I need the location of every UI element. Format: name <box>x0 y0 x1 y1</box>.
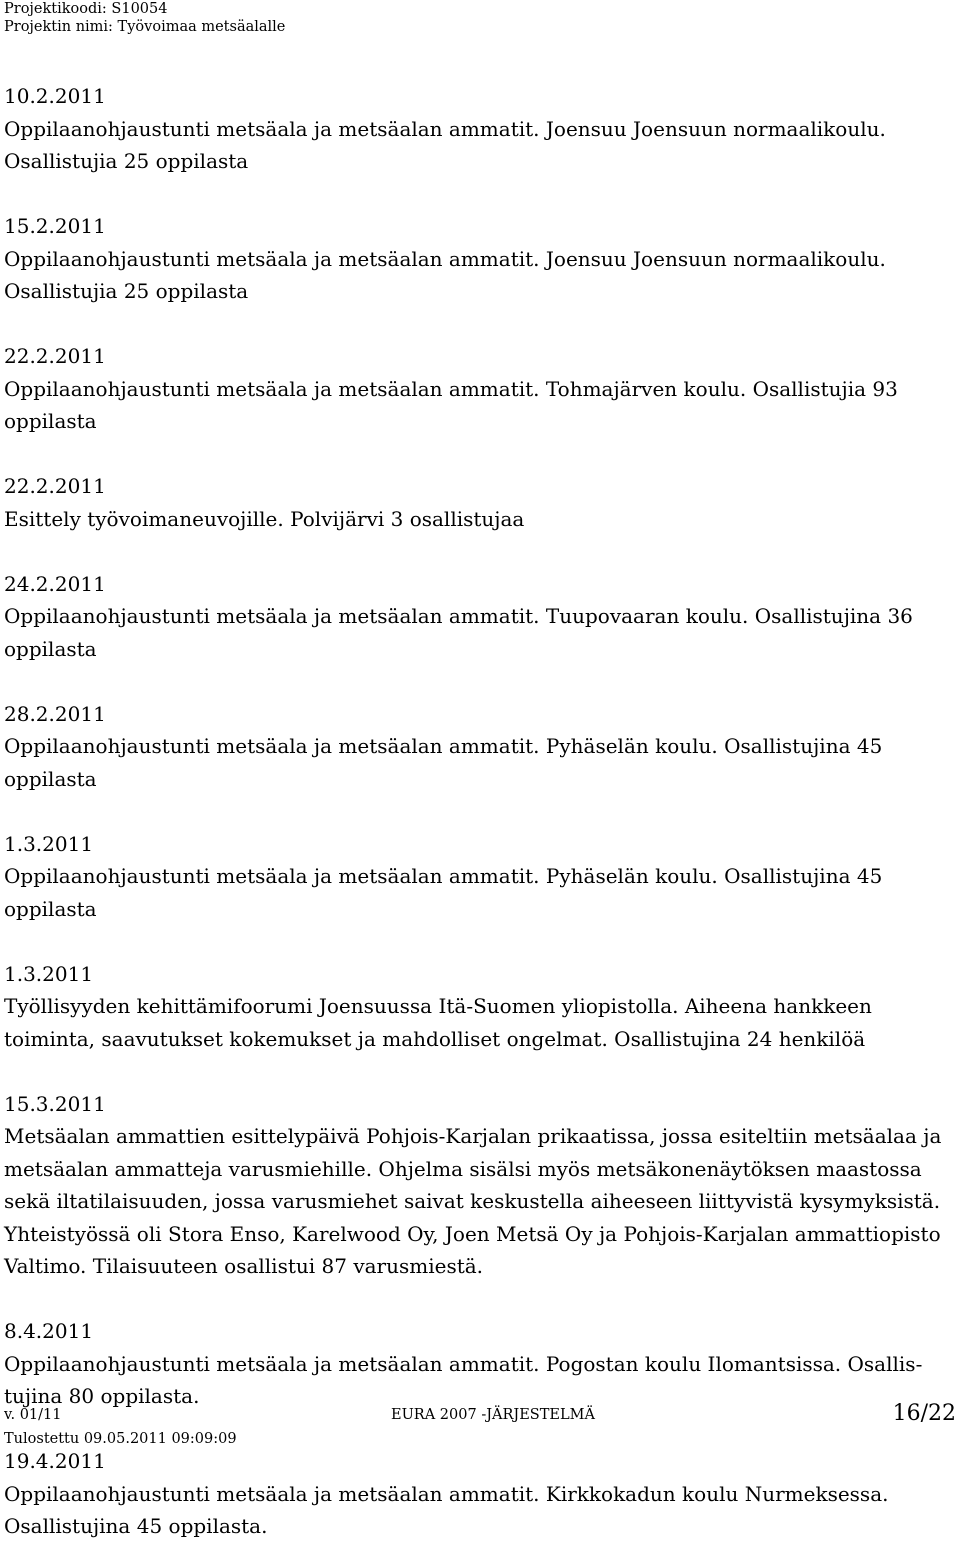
event-entry <box>4 1445 956 1543</box>
event-date: 22.2.2011 <box>4 474 106 498</box>
event-entry <box>4 1088 956 1283</box>
event-date: 1.3.2011 <box>4 961 94 986</box>
event-description: Oppilaanohjaustunti metsäala ja metsäalan ammatit. Pyhäselän koulu. Osallistujina 45 oppilasta <box>4 734 883 791</box>
event-date: 10.2.2011 <box>4 84 106 108</box>
footer-system-name: EURA 2007 -JÄRJESTELMÄ <box>391 1407 595 1423</box>
event-entry <box>4 470 956 535</box>
event-description: Oppilaanohjaustunti metsäala ja metsäalan ammatit. Kirkkokadun koulu Nurmeksessa. Osallistujina 45 oppilasta. <box>4 1481 889 1538</box>
event-description: Esittely työvoimaneuvojille. Polvijärvi 3 osallistujaa <box>4 506 525 531</box>
event-description: Metsäalan ammattien esittelypäivä Pohjois-Karjalan prikaatissa, jossa esiteltiin metsäalaa ja metsäalan ammatteja varusmiehille. Ohjelma sisälsi myös metsäkonenäytöksen maastossa sekä iltatilaisuuden, jossa varusmiehet saivat keskustella aiheeseen liittyvistä kysymyksistä. Yhteistyössä oli Stora Enso, Karelwood Oy, Joen Metsä Oy ja Pohjois-Karjalan ammattiopisto Valtimo. Tilaisuuteen osallistui 87 varusmiestä. <box>4 1124 942 1278</box>
document-header <box>4 0 285 36</box>
event-entry <box>4 828 956 926</box>
event-description: Oppilaanohjaustunti metsäala ja metsäalan ammatit. Joensuu Joensuun normaalikoulu. Osallistujia 25 oppilasta <box>4 116 886 173</box>
event-entry <box>4 568 956 666</box>
event-entry <box>4 698 956 796</box>
event-date: 28.2.2011 <box>4 701 106 726</box>
event-description: Oppilaanohjaustunti metsäala ja metsäalan ammatit. Tohmajärven koulu. Osallistujia 93 oppilasta <box>4 376 898 433</box>
project-name: Projektin nimi: Työvoimaa metsäalalle <box>4 19 286 35</box>
event-description: Työllisyyden kehittämifoorumi Joensuussa Itä-Suomen yliopistolla. Aiheena hankkeen toiminta, saavutukset kokemukset ja mahdolliset ongelmat. Osallistujina 24 henkilöä <box>4 994 872 1051</box>
event-date: 24.2.2011 <box>4 571 106 596</box>
event-entry <box>4 210 956 308</box>
event-entry <box>4 80 956 178</box>
event-list <box>4 80 956 1543</box>
event-date: 8.4.2011 <box>4 1319 94 1343</box>
footer-version: v. 01/11 <box>4 1407 62 1423</box>
event-date: 1.3.2011 <box>4 831 94 856</box>
event-description: Oppilaanohjaustunti metsäala ja metsäalan ammatit. Joensuu Joensuun normaalikoulu. Osallistujia 25 oppilasta <box>4 246 886 303</box>
event-entry <box>4 340 956 438</box>
event-date: 19.4.2011 <box>4 1449 106 1473</box>
project-code: Projektikoodi: S10054 <box>4 1 168 17</box>
event-entry <box>4 1315 956 1413</box>
event-date: 22.2.2011 <box>4 344 106 368</box>
event-description: Oppilaanohjaustunti metsäala ja metsäalan ammatit. Tuupovaaran koulu. Osallistujina 36 oppilasta <box>4 604 913 661</box>
page-number: 16/22 <box>892 1401 956 1426</box>
event-description: Oppilaanohjaustunti metsäala ja metsäalan ammatit. Pogostan koulu Ilomantsissa. Osallis-tujina 80 oppilasta. <box>4 1351 923 1408</box>
event-date: 15.3.2011 <box>4 1091 106 1116</box>
footer-printed-date: Tulostettu 09.05.2011 09:09:09 <box>4 1431 237 1447</box>
event-date: 15.2.2011 <box>4 214 106 238</box>
event-description: Oppilaanohjaustunti metsäala ja metsäalan ammatit. Pyhäselän koulu. Osallistujina 45 oppilasta <box>4 864 883 921</box>
event-entry <box>4 958 956 1056</box>
